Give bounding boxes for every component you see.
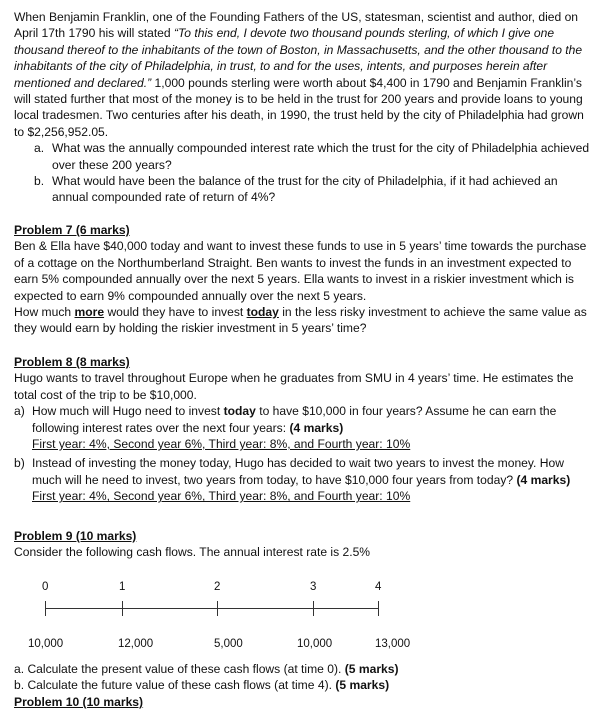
problem-9-qa-marks: (5 marks) [344,662,399,676]
problem-7-q-part1: How much [14,305,75,320]
part-b-text-1: Instead of investing the money today, Hugo has decided to wait two years to invest the money. How much will he need to invest, two years from today, to have $10,000 four years from today? [32,456,564,487]
problem-7-q-part2: would they have to invest [104,305,247,320]
problem-9-title: Problem 9 (10 marks) [14,529,137,543]
cash-flow-timeline [14,579,590,649]
problem-7-title: Problem 7 (6 marks) [14,223,130,237]
cash-flow-3: 10,000 [297,638,333,650]
intro-text-b: 1,000 pounds sterling were worth about $4,400 in 1790 and Benjamin Franklin’s will stated further that most of the money is to be held in the trust for 200 years and provide loans to young local tradesmen. Two centuries after his death, in 1990, the trust held by the city of Philadelphia had grown to $2,256,952.05. [14,75,584,139]
question-a-label: a. [34,141,45,156]
question-a [14,140,590,173]
cash-flow-2: 5,000 [214,638,243,650]
problem-9 [14,528,590,561]
part-b-marks: (4 marks) [516,472,571,487]
problem-9-question-b [14,677,590,693]
tick-1 [122,601,123,616]
problem-10-title: Problem 10 (10 marks) [14,694,144,709]
tick-2 [217,601,218,616]
part-b-rates: First year: 4%, Second year 6%, Third year: 8%, and Fourth year: 10% [32,489,411,504]
emphasis-today: today [246,305,279,320]
question-b [14,173,590,206]
tick-0 [45,601,46,616]
franklin-intro [14,9,590,206]
part-a-text-2: to have $10,000 in four years? Assume he can earn the following interest rates over the next four years: [32,404,557,435]
problem-7-q-part3: in the less risky investment to achieve the same value as they would earn by holding the riskier investment in 5 years’ time? [14,305,587,336]
problem-8-text: Hugo wants to travel throughout Europe when he graduates from SMU in 4 years’ time. He estimates the total cost of the trip to be $10,000. [14,371,574,402]
part-b-label: b) [14,456,25,471]
period-label-3: 3 [310,581,317,593]
problem-8-part-a [14,403,590,452]
problem-7-question [14,304,590,337]
part-b-text [32,455,590,504]
problem-9-text: Consider the following cash flows. The annual interest rate is 2.5% [14,545,371,560]
intro-paragraph [14,9,590,140]
part-a-label: a) [14,404,25,419]
part-a-rates: First year: 4%, Second year 6%, Third year: 8%, and Fourth year: 10% [32,437,411,452]
tick-4 [378,601,379,616]
problem-7 [14,222,590,337]
question-b-text: What would have been the balance of the trust for the city of Philadelphia, if it had achieved an annual compounded rate of return of 4%? [52,174,558,205]
cash-flow-0: 10,000 [28,638,64,650]
problem-7-text: Ben & Ella have $40,000 today and want to invest these funds to use in 5 years’ time towards the purchase of a cottage on the Northumberland Straight. Ben wants to invest the funds in an investment expected to earn 5% compounded annually over the next 5 years. Ella wants to invest in a riskier investment which is expected to earn 9% compounded annually over the next 5 years. [14,239,587,303]
intro-quote: “To this end, I devote two thousand pounds sterling, of which I give one thousand thereof to the inhabitants of the town of Boston, in Massachusetts, and the other thousand to the inhabitants of the city of Philadelphia, in trust, to and for the uses, intents, and purposes herein after mentioned and declared.” [14,26,583,90]
tick-3 [313,601,314,616]
question-b-label: b. [34,174,45,189]
problem-8-part-b [14,455,590,504]
period-label-2: 2 [214,581,221,593]
part-a-text [32,403,590,452]
problem-9-qb-marks: (5 marks) [335,678,390,693]
part-a-today: today [223,404,256,419]
part-a-marks: (4 marks) [289,420,344,435]
part-a-text-1: How much will Hugo need to invest [32,404,224,419]
problem-9-questions [14,661,590,710]
period-label-0: 0 [42,581,49,593]
period-label-1: 1 [119,581,126,593]
problem-9-question-a [14,661,590,677]
period-label-4: 4 [375,581,382,593]
question-a-text: What was the annually compounded interest rate which the trust for the city of Philadelphia achieved over these 200 years? [52,141,590,172]
problem-9-qa-text: a. Calculate the present value of these cash flows (at time 0). [14,662,345,676]
cash-flow-1: 12,000 [118,638,154,650]
problem-8 [14,354,590,505]
problem-8-title: Problem 8 (8 marks) [14,355,130,369]
emphasis-more: more [74,305,105,320]
intro-text-a: When Benjamin Franklin, one of the Founding Fathers of the US, statesman, scientist and author, died on April 17th 1790 his will stated [14,10,579,41]
problem-9-qb-text: b. Calculate the future value of these cash flows (at time 4). [14,678,336,693]
cash-flow-4: 13,000 [375,638,411,650]
timeline-axis [45,608,378,609]
